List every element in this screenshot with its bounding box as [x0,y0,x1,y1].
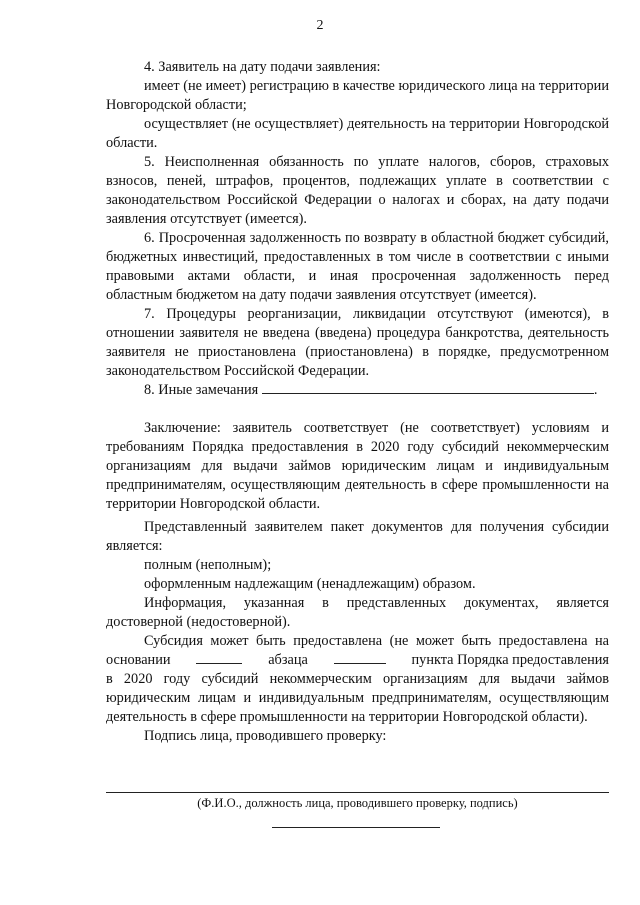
document-body [106,58,609,746]
signature-caption: (Ф.И.О., должность лица, проводившего проверку, подпись) [197,796,518,810]
package-option-complete: полным (неполным); [144,557,272,573]
subsidy-word-punkta: пункта Порядка предоставления [411,652,609,668]
signature-label: Подпись лица, проводившего проверку: [144,728,387,744]
signature-short-line [272,827,440,828]
subsidy-line-1: Субсидия может быть предоставлена (не может быть предоставлена на [144,633,609,649]
info-reliability: Информация, указанная в представленных документах, является достоверной (недостоверной). [106,595,609,630]
subsidy-line-2 [106,651,609,670]
remarks-blank-line [262,381,594,394]
page-number: 2 [316,18,324,33]
package-option-formatted: оформленным надлежащим (ненадлежащим) образом. [144,576,476,592]
item-4-heading: 4. Заявитель на дату подачи заявления: [144,59,381,75]
item-8-end: . [593,382,598,398]
item-5-taxes: 5. Неисполненная обязанность по уплате налогов, сборов, страховых взносов, пеней, штрафов, процентов, подлежащих уплате в соответствии с законодательством Российской Федерации о налогах и сборах, на дату подачи заявления отсутствует (имеется). [106,154,609,227]
item-6-debt: 6. Просроченная задолженность по возврату в областной бюджет субсидий, бюджетных инвестиций, предоставленных в том числе в соответствии с иными правовыми актами области, и иная просроченная задолженность перед областным бюджетом на дату подачи заявления отсутствует (имеется). [106,230,609,303]
package-intro: Представленный заявителем пакет документов для получения субсидии является: [106,519,609,554]
punkt-blank [334,651,386,664]
item-4-registration: имеет (не имеет) регистрацию в качестве юридического лица на территории Новгородской области; [106,78,609,113]
signature-line [106,792,609,793]
item-7-procedures: 7. Процедуры реорганизации, ликвидации отсутствуют (имеются), в отношении заявителя не введена (введена) процедура банкротства, деятельность заявителя не приостановлена (приостановлена) в порядке, предусмотренном законодательством Российской Федерации. [106,306,609,379]
subsidy-rest: в 2020 году субсидий некоммерческим организациям для выдачи займов юридическим лицам и индивидуальным предпринимателям, осуществляющим деятельность в сфере промышленности на территории Новгородской области). [106,671,609,725]
abzac-blank [196,651,242,664]
item-8-label: 8. Иные замечания [144,382,259,398]
item-8-remarks [106,381,609,400]
item-4-activity: осуществляет (не осуществляет) деятельность на территории Новгородской области. [106,116,609,151]
subsidy-word-abzaca: абзаца [268,652,308,668]
conclusion-paragraph: Заключение: заявитель соответствует (не соответствует) условиям и требованиям Порядка предоставления в 2020 году субсидий некоммерческим организациям для выдачи займов юридическим лицам и индивидуальным предпринимателям, осуществляющим деятельность в сфере промышленности на территории Новгородской области. [106,420,609,512]
subsidy-word-osnovanii: основании [106,652,171,668]
